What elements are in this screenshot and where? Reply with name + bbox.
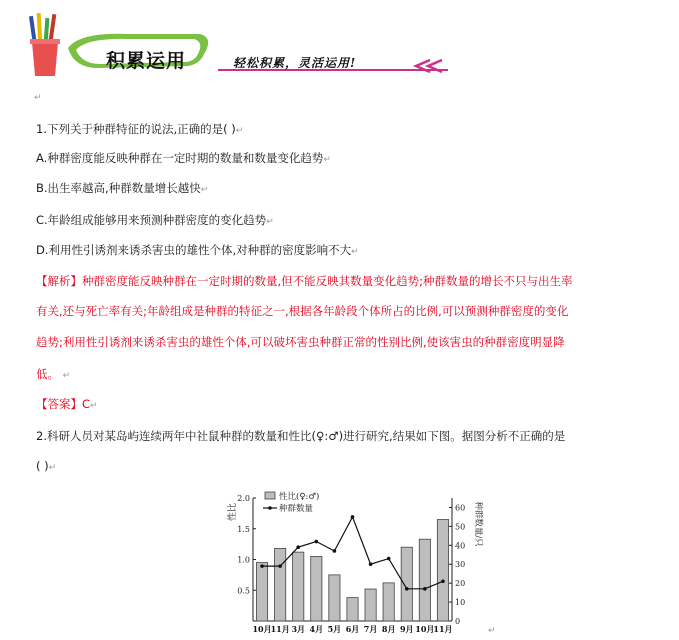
x-tick-label: 3月 [291, 624, 306, 634]
x-tick-label: 11月 [433, 624, 453, 634]
q1-option-c: C.年龄组成能够用来预测种群密度的变化趋势↵ [36, 213, 274, 227]
q1-analysis-line-3: 趋势;利用性引诱剂来诱杀害虫的雄性个体,可以破坏害虫种群正常的性别比例,使该害虫的种群密度明显降 [36, 335, 565, 349]
population-point [369, 562, 373, 566]
right-tick-label: 20 [455, 579, 466, 589]
q2-stem: 2.科研人员对某岛屿连续两年中社鼠种群的数量和性比(♀:♂)进行研究,结果如下图。据图分析不正确的是 [36, 429, 566, 443]
population-point [441, 579, 445, 583]
q2-stem-cont: ( )↵ [36, 459, 57, 473]
left-tick-label: 1.0 [237, 555, 250, 565]
population-chart [215, 484, 485, 640]
right-tick-label: 10 [455, 598, 466, 608]
x-tick-label: 8月 [381, 624, 396, 634]
bar [329, 575, 340, 621]
population-point [423, 587, 427, 591]
population-point [351, 515, 355, 519]
bar [383, 583, 394, 621]
population-point [260, 564, 264, 568]
population-point [296, 545, 300, 549]
q1-answer: 【答案】C↵ [36, 397, 98, 411]
bar [347, 598, 358, 621]
x-tick-label: 11月 [270, 624, 290, 634]
population-line [262, 517, 443, 589]
bar [275, 548, 286, 621]
q1-analysis-line-1: 【解析】种群密度能反映种群在一定时期的数量,但不能反映其数量变化趋势;种群数量的增长不只与出生率 [36, 274, 573, 288]
bar [365, 589, 376, 621]
legend-bar-swatch [265, 492, 275, 499]
q1-option-b: B.出生率越高,种群数量增长越快↵ [36, 181, 209, 195]
population-point [405, 587, 409, 591]
x-tick-label: 9月 [399, 624, 414, 634]
population-point [333, 549, 337, 553]
paragraph-mark: ↵ [488, 626, 496, 636]
left-axis-label: 性比 [228, 502, 238, 522]
x-tick-label: 5月 [327, 624, 342, 634]
bar [256, 563, 267, 621]
legend-bar-label: 性比(♀:♂) [279, 492, 320, 502]
x-tick-label: 4月 [309, 624, 324, 634]
legend-line-marker [268, 506, 272, 510]
right-axis-label: 种群数量/只 [473, 501, 483, 547]
x-tick-label: 7月 [363, 624, 378, 634]
x-tick-label: 6月 [345, 624, 360, 634]
q1-stem: 1.下列关于种群特征的说法,正确的是( )↵ [36, 122, 244, 136]
x-tick-label: 10月 [415, 624, 435, 634]
right-tick-label: 40 [455, 541, 466, 551]
bar [419, 539, 430, 621]
header-decoration [28, 8, 468, 88]
left-tick-label: 1.5 [237, 524, 250, 534]
population-point [278, 564, 282, 568]
bar [401, 547, 412, 621]
left-tick-label: 2.0 [237, 494, 250, 503]
right-tick-label: 50 [455, 522, 466, 532]
answer-value: C [82, 397, 91, 411]
q1-option-a: A.种群密度能反映种群在一定时期的数量和数量变化趋势↵ [36, 151, 331, 165]
legend-line-label: 种群数量 [279, 504, 314, 514]
section-title: 积累运用 [106, 50, 187, 72]
right-tick-label: 30 [455, 560, 466, 570]
population-point [315, 540, 319, 544]
bar [293, 552, 304, 621]
bar [311, 556, 322, 621]
population-point [387, 557, 391, 561]
section-slogan: 轻松积累，灵活运用! [233, 56, 357, 70]
x-tick-label: 10月 [252, 624, 272, 634]
section-header [28, 8, 468, 88]
bar [437, 520, 448, 621]
q1-analysis-line-2: 有关,还与死亡率有关;年龄组成是种群的特征之一,根据各年龄段个体所占的比例,可以预测种群密度的变化 [36, 304, 569, 318]
answer-label: 【答案】 [36, 397, 82, 411]
left-tick-label: 0.5 [237, 586, 250, 596]
q1-option-d: D.利用性引诱剂来诱杀害虫的雄性个体,对种群的密度影响不大↵ [36, 243, 359, 257]
q1-analysis-line-4: 低。 ↵ [36, 367, 71, 381]
right-tick-label: 0 [455, 617, 461, 626]
paragraph-mark: ↵ [34, 93, 42, 103]
right-tick-label: 60 [455, 503, 466, 513]
pencil-cup-icon [29, 13, 60, 76]
